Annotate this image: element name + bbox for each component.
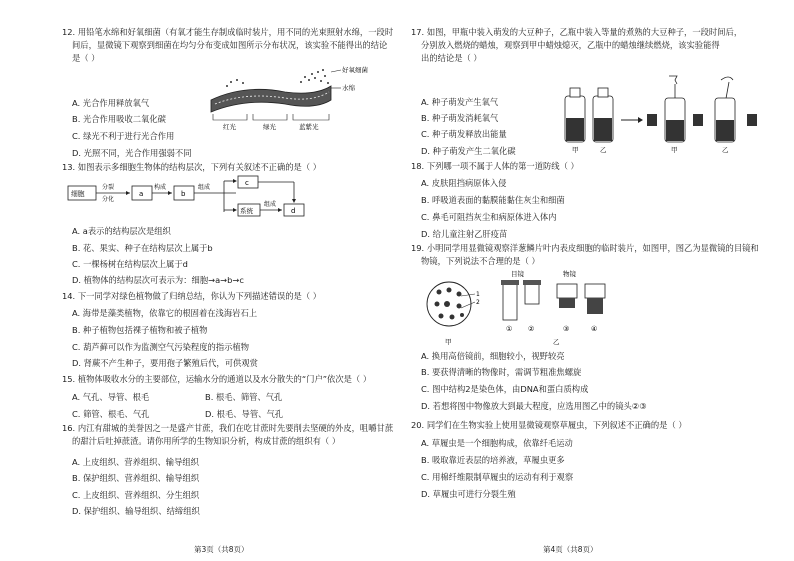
- question-18-option-d: D. 给儿童注射乙肝疫苗: [421, 229, 508, 239]
- question-20-option-d: D. 草履虫可进行分裂生殖: [421, 489, 516, 499]
- question-16: [62, 422, 393, 448]
- question-17-stem-line-3: 出的结论是（ ）: [421, 53, 482, 63]
- bottle-yi-1: [593, 88, 613, 142]
- question-13-option-a: A. a表示的结构层次是组织: [72, 226, 171, 236]
- diagram-system: 系统: [240, 207, 253, 215]
- question-19-microscope-figure: [425, 268, 625, 348]
- bottle-jia-2: [665, 76, 685, 142]
- question-15-stem: 15. 植物体吸收水分的主要部位，运输水分的通道以及水分散失的“门户”依次是（ ）: [62, 374, 372, 384]
- eyepiece-1: [501, 280, 519, 320]
- label-red-light: 红光: [223, 123, 236, 131]
- question-17: [411, 26, 742, 65]
- diagram-b: b: [181, 190, 186, 198]
- seed-block-2: [693, 114, 703, 126]
- question-20-stem: 20. 同学们在生物实验上使用显微镜观察草履虫，下列叙述不正确的是（ ）: [411, 420, 687, 430]
- label-jia-1: 甲: [572, 146, 579, 154]
- eyepiece-2: [523, 280, 541, 304]
- question-20-option-a: A. 草履虫是一个细胞构成，依靠纤毛运动: [421, 438, 573, 448]
- lens-label-4: ④: [591, 325, 598, 333]
- question-15-option-a: A. 气孔、导管、根毛: [72, 392, 150, 402]
- diagram-a: a: [139, 190, 144, 198]
- question-12-option-d: D. 光照不同，光合作用强弱不同: [72, 148, 192, 158]
- question-16-stem-line-2: 的甜汁后吐掉蔗渣。请你用所学的生物知识分析，构成甘蔗的组织有（ ）: [72, 436, 341, 446]
- objective-4: [585, 284, 605, 314]
- question-19-option-b: B. 要获得清晰的物像时，需调节粗准焦螺旋: [421, 367, 582, 377]
- diagram-arrow-compose: 构成: [154, 184, 167, 191]
- lens-label-2: ②: [528, 325, 535, 333]
- cell-field-view: [427, 282, 480, 326]
- diagram-c: c: [245, 179, 249, 187]
- question-13-option-c: C. 一棵杨树在结构层次上属于d: [72, 259, 188, 269]
- question-12-option-b: B. 光合作用吸收二氧化碳: [72, 114, 166, 124]
- label-objective: 物镜: [563, 270, 576, 278]
- label-yi-1: 乙: [600, 146, 607, 154]
- objective-3: [557, 284, 577, 308]
- question-16-option-d: D. 保护组织、输导组织、结缔组织: [72, 506, 200, 516]
- diagram-cell: 细胞: [71, 190, 85, 198]
- question-19-option-a: A. 换用高倍镜前，细胞较小，视野较亮: [421, 351, 565, 361]
- question-20-option-b: B. 吸取靠近表层的培养液，草履虫更多: [421, 455, 565, 465]
- lens-label-1: ①: [506, 325, 513, 333]
- question-18-stem: 18. 下列哪一项不属于人体的第一道防线（ ）: [411, 161, 579, 171]
- seed-block-1: [647, 114, 657, 126]
- question-17-stem-line-1: 17. 如图，甲瓶中装入萌发的大豆种子，乙瓶中装入等量的煮熟的大豆种子，一段时间后，: [411, 27, 743, 37]
- bottle-yi-2: [715, 77, 735, 142]
- page-footer-left: 第3页（共8页）: [194, 545, 249, 554]
- question-12-alga-figure: [205, 58, 368, 132]
- label-blue-violet-light: 蓝紫光: [299, 123, 319, 131]
- question-19-option-c: C. 图中结构2是染色体，由DNA和蛋白质构成: [421, 384, 589, 394]
- label-yi-2: 乙: [722, 146, 729, 154]
- question-16-option-b: B. 保护组织、营养组织、输导组织: [72, 473, 200, 483]
- question-16-option-a: A. 上皮组织、营养组织、输导组织: [72, 457, 199, 467]
- question-12-stem-line-2: 间后，显微镜下观察到细菌在均匀分布变成如图所示分布状况，该实验不能得出的结论: [72, 40, 388, 50]
- question-14-option-b: B. 种子植物包括裸子植物和被子植物: [72, 325, 208, 335]
- diagram-arrow-form-2: 组成: [264, 201, 277, 208]
- diagram-arrow-form: 组成: [198, 184, 211, 191]
- label-jia: 甲: [445, 338, 452, 346]
- mark-1: 1: [476, 291, 480, 298]
- label-eyepiece: 目镜: [511, 270, 524, 278]
- page-footer-right: 第4页（共8页）: [543, 545, 598, 554]
- label-green-light: 绿光: [263, 123, 276, 131]
- question-15-option-b: B. 根毛、筛管、气孔: [205, 392, 283, 402]
- question-18-option-b: B. 呼吸道表面的黏膜能黏住灰尘和细菌: [421, 195, 565, 205]
- question-13-option-b: B. 花、果实、种子在结构层次上属于b: [72, 243, 213, 253]
- question-17-option-b: B. 种子萌发消耗氧气: [421, 113, 499, 123]
- question-19: [411, 242, 759, 268]
- question-19-option-d: D. 若想将图中物像放大到最大程度，应选用图乙中的镜头②③: [421, 401, 647, 411]
- question-17-bottle-figure: [559, 74, 784, 156]
- label-bacteria: 好氧细菌: [342, 66, 368, 74]
- right-page: [397, 0, 794, 561]
- question-15-option-c: C. 筛管、根毛、气孔: [72, 409, 150, 419]
- question-16-option-c: C. 上皮组织、营养组织、分生组织: [72, 490, 200, 500]
- label-alga: 水绵: [342, 84, 355, 92]
- question-18-option-a: A. 皮肤阻挡病原体入侵: [421, 178, 507, 188]
- diagram-arrow-divide: 分裂: [102, 184, 115, 191]
- question-17-option-a: A. 种子萌发产生氧气: [421, 97, 499, 107]
- seed-block-3: [747, 114, 757, 126]
- question-17-stem-line-2: 分别放入燃烧的蜡烛，观察到甲中蜡烛熄灭，乙瓶中的蜡烛继续燃烧，该实验能得: [421, 40, 720, 50]
- question-14-stem: 14. 下一同学对绿色植物做了归纳总结，你认为下列描述错误的是（ ）: [62, 291, 322, 301]
- question-19-stem-line-1: 19. 小明同学用显微镜观察洋葱鳞片叶内表皮细胞的临时装片，如图甲，图乙为显微镜的目镜和: [411, 243, 759, 253]
- question-12-stem-line-3: 是（ ）: [72, 53, 100, 63]
- question-13-stem: 13. 如图表示多细胞生物体的结构层次，下列有关叙述不正确的是（ ）: [62, 162, 322, 172]
- bottle-jia-1: [565, 88, 585, 142]
- label-yi: 乙: [553, 338, 560, 346]
- diagram-d: d: [291, 207, 296, 215]
- question-14-option-c: C. 葫芦藓可以作为监测空气污染程度的指示植物: [72, 342, 250, 352]
- bacteria-dots: [226, 69, 329, 87]
- question-14-option-d: D. 肾蕨不产生种子，要用孢子繁殖后代，可供观赏: [72, 358, 258, 368]
- question-12-stem-line-1: 12. 用铅笔水绵和好氧细菌（有氧才能生存制成临时装片，用不同的光束照射水绵，一段时: [62, 27, 394, 37]
- question-19-stem-line-2: 物镜，下列说法不合理的是（ ）: [421, 256, 540, 266]
- diagram-arrow-differentiate: 分化: [102, 196, 115, 203]
- question-14-option-a: A. 海带是藻类植物，依靠它的根固着在浅海岩石上: [72, 308, 258, 318]
- mark-2: 2: [476, 299, 480, 306]
- question-20-option-c: C. 用棉纤维限制草履虫的运动有利于观察: [421, 472, 574, 482]
- lens-label-3: ③: [563, 325, 570, 333]
- question-13-option-d: D. 植物体的结构层次可表示为：细胞→a→b→c: [72, 275, 244, 285]
- question-13-structure-diagram: [66, 176, 316, 222]
- question-17-option-c: C. 种子萌发释放出能量: [421, 129, 507, 139]
- label-jia-2: 甲: [671, 146, 678, 154]
- question-16-stem-line-1: 16. 内江有甜城的美誉因之一是盛产甘蔗，我们在吃甘蔗时先要削去坚硬的外皮，咀嚼甘蔗: [62, 423, 394, 433]
- alga-body: [211, 86, 331, 112]
- question-18-option-c: C. 鼻毛可阻挡灰尘和病原体进入体内: [421, 212, 557, 222]
- question-12-option-c: C. 绿光不利于进行光合作用: [72, 131, 175, 141]
- question-12-option-a: A. 光合作用释放氧气: [72, 98, 150, 108]
- question-17-option-d: D. 种子萌发产生二氧化碳: [421, 146, 516, 156]
- question-15-option-d: D. 根毛、导管、气孔: [205, 409, 284, 419]
